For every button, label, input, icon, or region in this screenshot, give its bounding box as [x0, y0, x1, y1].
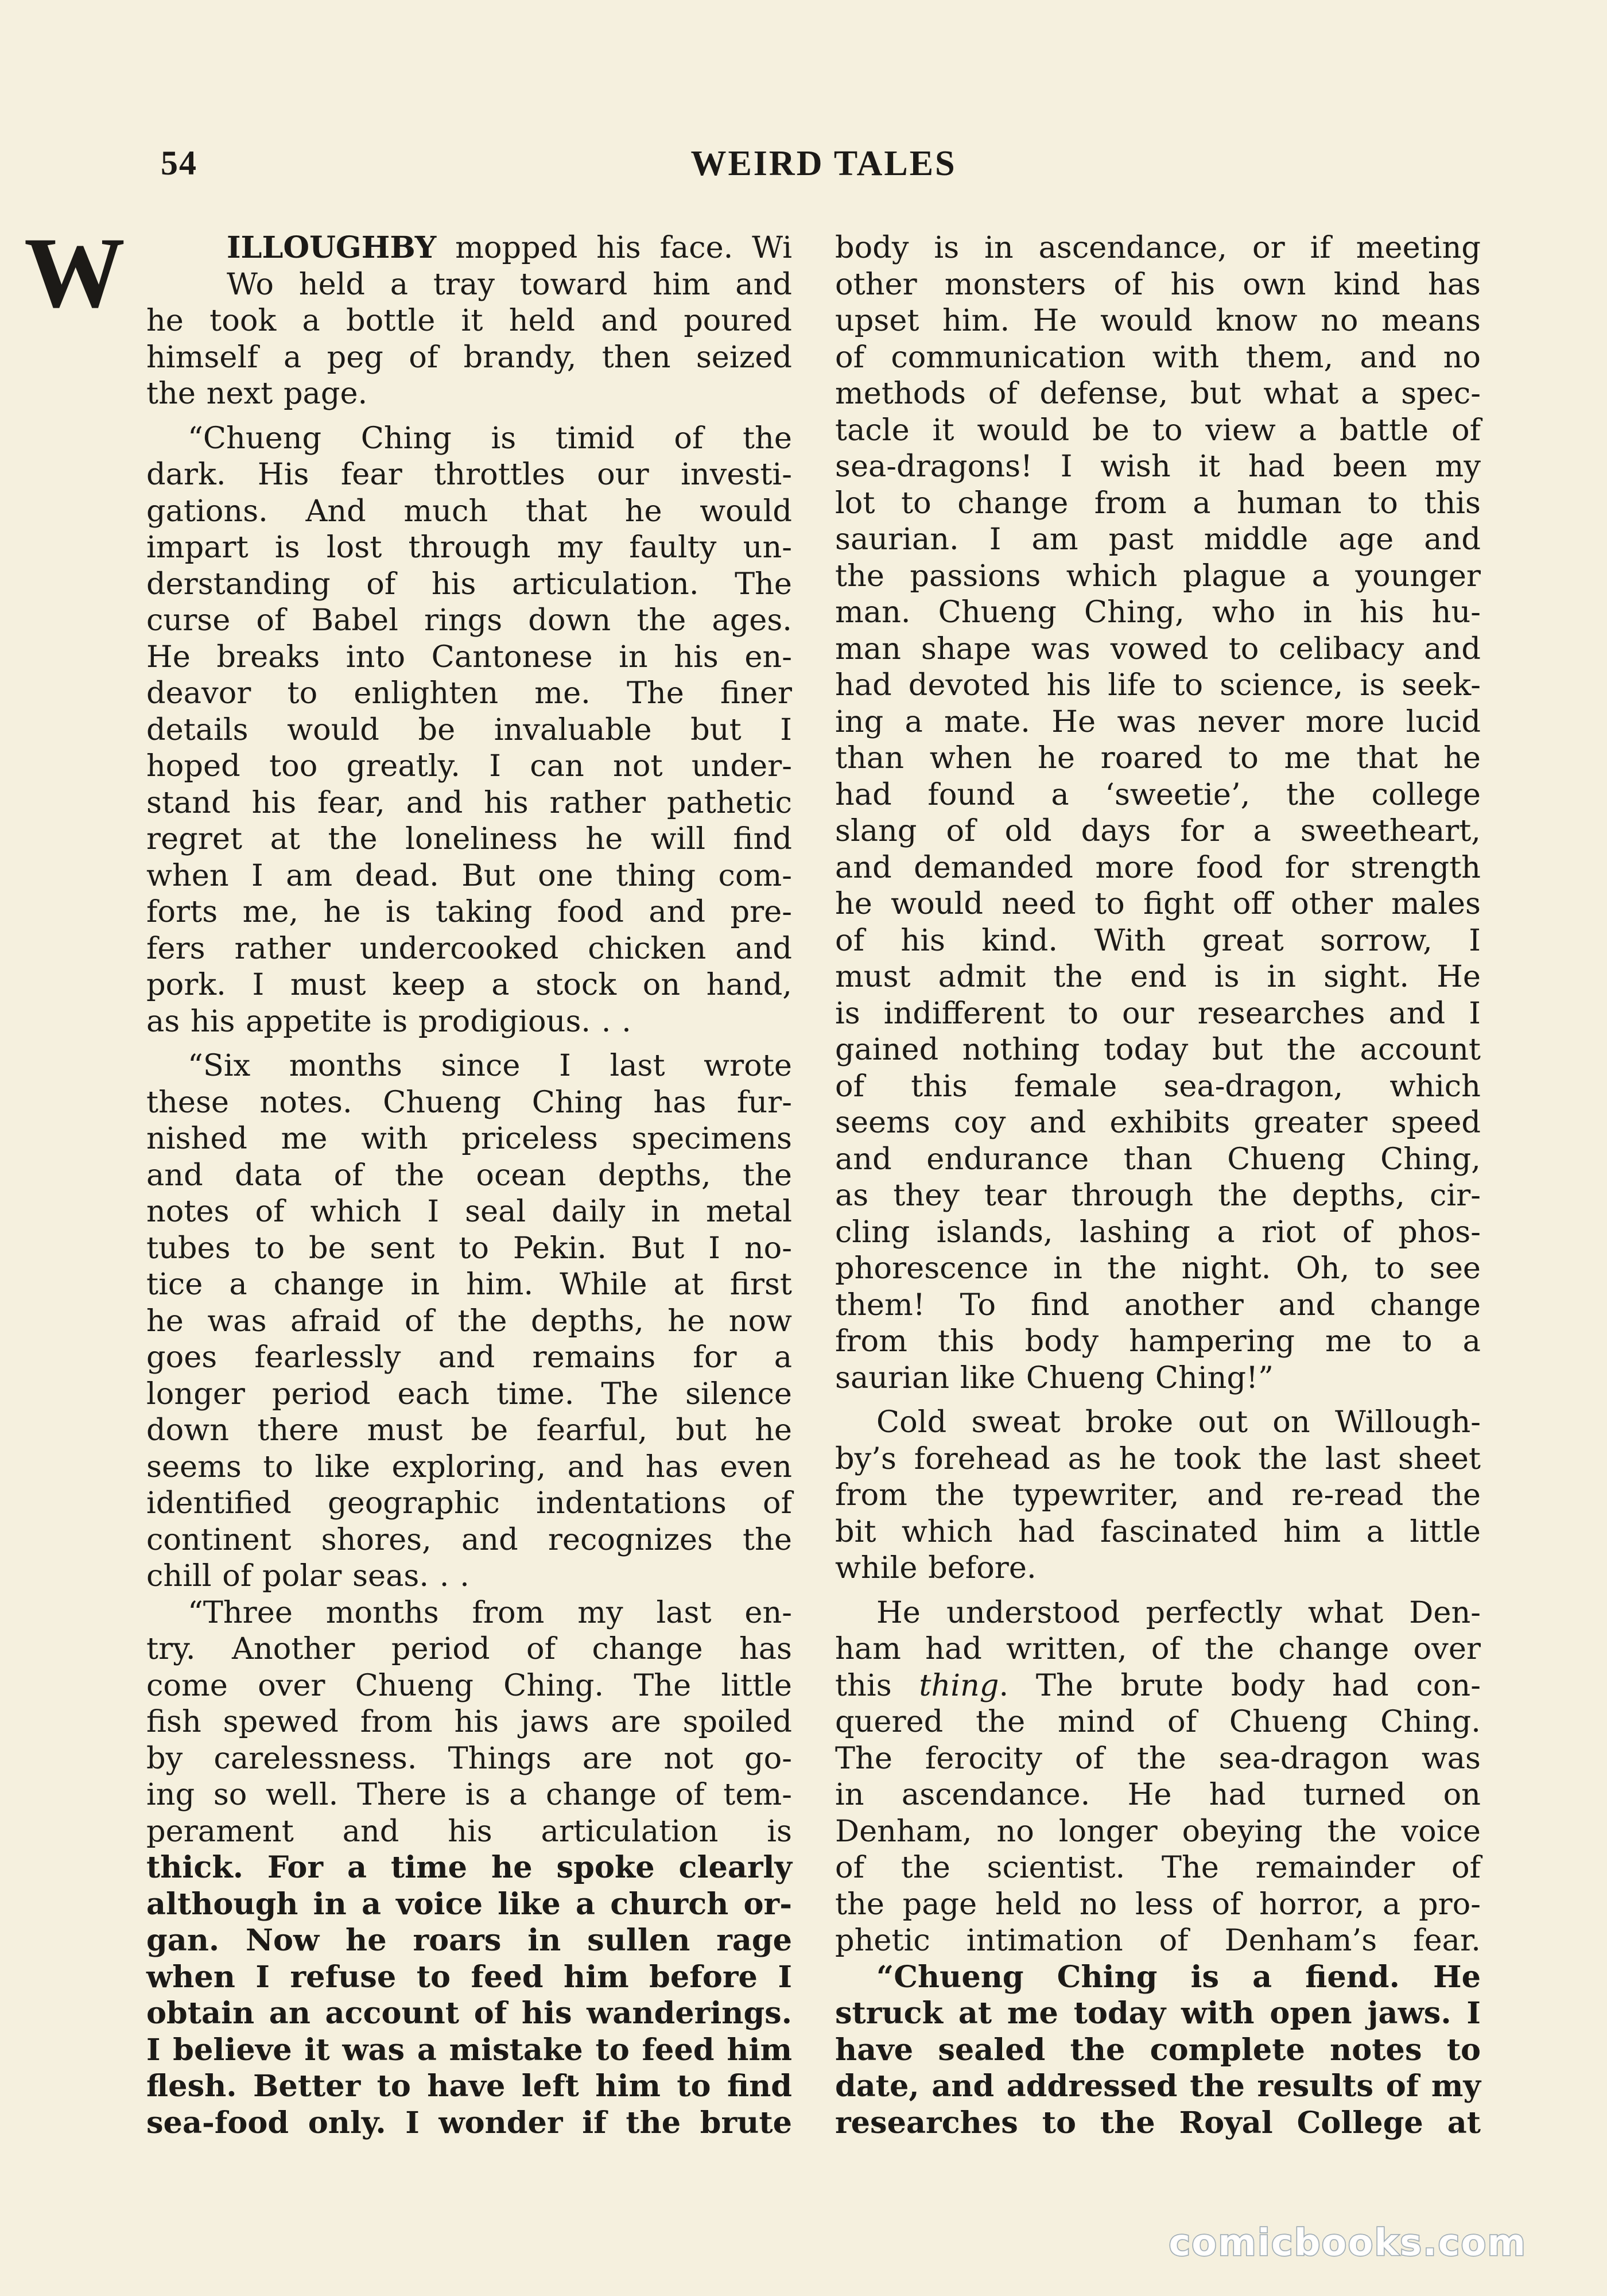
- text-line: than when he roared to me that he: [835, 740, 1481, 775]
- text-line: he was afraid of the depths, he now: [146, 1303, 792, 1339]
- text-line: bit which had fascinated him a little: [835, 1514, 1481, 1549]
- text-line: from this body hampering me to a: [835, 1324, 1481, 1359]
- text-line: pork. I must keep a stock on hand,: [146, 967, 792, 1002]
- right-text-column: [835, 230, 1481, 2141]
- text-line: dark. His fear throttles our investi-: [146, 457, 792, 492]
- text-line: seems coy and exhibits greater speed: [835, 1105, 1481, 1140]
- text-line: nished me with priceless specimens: [146, 1121, 792, 1156]
- text-line: gations. And much that he would: [146, 493, 792, 529]
- text-line: he would need to fight off other males: [835, 886, 1481, 921]
- text-line: The ferocity of the sea-dragon was: [835, 1740, 1481, 1776]
- text-line: when I refuse to feed him before I: [146, 1959, 792, 1995]
- text-line: longer period each time. The silence: [146, 1376, 792, 1411]
- text-line: seems to like exploring, and has even: [146, 1449, 792, 1484]
- text-line: phetic intimation of Denham’s fear.: [835, 1923, 1481, 1958]
- text-line: of this female sea-dragon, which: [835, 1068, 1481, 1104]
- text-line: and data of the ocean depths, the: [146, 1157, 792, 1193]
- text-line: methods of defense, but what a spec-: [835, 376, 1481, 411]
- text-line: must admit the end is in sight. He: [835, 959, 1481, 994]
- text-line: by’s forehead as he took the last sheet: [835, 1441, 1481, 1476]
- text-line: tice a change in him. While at first: [146, 1267, 792, 1302]
- text-line: sea-food only. I wonder if the brute: [146, 2105, 792, 2140]
- text-line: struck at me today with open jaws. I: [835, 1996, 1481, 2031]
- text-line: perament and his articulation is: [146, 1813, 792, 1849]
- text-line: he took a bottle it held and poured: [146, 303, 792, 338]
- text-line: in ascendance. He had turned on: [835, 1777, 1481, 1812]
- text-line: ing so well. There is a change of tem-: [146, 1777, 792, 1812]
- text-line: identified geographic indentations of: [146, 1486, 792, 1521]
- text-line: sea-dragons! I wish it had been my: [835, 449, 1481, 484]
- text-line: hoped too greatly. I can not under-: [146, 748, 792, 784]
- text-line: the next page.: [146, 376, 368, 411]
- text-line: man. Chueng Ching, who in his hu-: [835, 595, 1481, 630]
- text-line: when I am dead. But one thing com-: [146, 858, 792, 893]
- text-line: continent shores, and recognizes the: [146, 1522, 792, 1557]
- text-line: himself a peg of brandy, then seized: [146, 339, 792, 375]
- text-line: impart is lost through my faulty un-: [146, 530, 792, 565]
- text-line: ham had written, of the change over: [835, 1631, 1481, 1666]
- text-line: “Six months since I last wrote: [188, 1048, 792, 1083]
- text-line: lot to change from a human to this: [835, 485, 1481, 521]
- text-line: saurian like Chueng Ching!”: [835, 1360, 1274, 1395]
- text-line: gan. Now he roars in sullen rage: [146, 1923, 792, 1958]
- text-line: had devoted his life to science, is seek-: [835, 668, 1481, 703]
- text-line: come over Chueng Ching. The little: [146, 1667, 792, 1703]
- text-line: tacle it would be to view a battle of: [835, 412, 1481, 448]
- text-line: fish spewed from his jaws are spoiled: [146, 1704, 792, 1739]
- text-line: He breaks into Cantonese in his en-: [146, 639, 792, 674]
- text-line: deavor to enlighten me. The finer: [146, 676, 792, 711]
- text-line: body is in ascendance, or if meeting: [835, 230, 1481, 265]
- watermark: comicbooks.com: [1169, 2222, 1527, 2264]
- text-line: have sealed the complete notes to: [835, 2032, 1481, 2068]
- opening-word-small-caps: ILLOUGHBY: [227, 230, 437, 265]
- text-line: fers rather undercooked chicken and: [146, 930, 792, 966]
- text-line: curse of Babel rings down the ages.: [146, 603, 792, 638]
- text-line: chill of polar seas. . .: [146, 1558, 469, 1593]
- text-line: regret at the loneliness he will find: [146, 821, 792, 856]
- text-line: date, and addressed the results of my: [835, 2069, 1481, 2104]
- text-line: forts me, he is taking food and pre-: [146, 894, 792, 929]
- text-line: of communication with them, and no: [835, 339, 1481, 375]
- text-line: saurian. I am past middle age and: [835, 522, 1481, 557]
- text-line: other monsters of his own kind has: [835, 266, 1481, 302]
- text-line: Denham, no longer obeying the voice: [835, 1813, 1481, 1849]
- page-header: [155, 144, 1492, 195]
- text-line: had found a ‘sweetie’, the college: [835, 777, 1481, 812]
- text-line: although in a voice like a church or-: [146, 1886, 792, 1922]
- text-line: the passions which plague a younger: [835, 558, 1481, 594]
- drop-cap: W: [24, 217, 125, 329]
- text-line: details would be invaluable but I: [146, 712, 792, 747]
- text-line: “Chueng Ching is timid of the: [188, 420, 792, 456]
- text-line: by carelessness. Things are not go-: [146, 1740, 792, 1776]
- text-line: phorescence in the night. Oh, to see: [835, 1251, 1481, 1286]
- text-line: them! To find another and change: [835, 1287, 1481, 1322]
- text-line: and demanded more food for strength: [835, 850, 1481, 885]
- text-line: the page held no less of horror, a pro-: [835, 1886, 1481, 1922]
- text-line: stand his fear, and his rather pathetic: [146, 785, 792, 820]
- text-line: flesh. Better to have left him to find: [146, 2069, 792, 2104]
- text-line: obtain an account of his wanderings.: [146, 1996, 792, 2031]
- text-line: Cold sweat broke out on Willough-: [876, 1405, 1481, 1440]
- text-line: man shape was vowed to celibacy and: [835, 631, 1481, 666]
- text-line: upset him. He would know no means: [835, 303, 1481, 338]
- text-line: “Chueng Ching is a fiend. He: [876, 1959, 1481, 1995]
- text-line: while before.: [835, 1550, 1037, 1585]
- text-line: from the typewriter, and re-read the: [835, 1477, 1481, 1512]
- text-line: quered the mind of Chueng Ching.: [835, 1704, 1481, 1739]
- magazine-title: WEIRD TALES: [690, 144, 957, 183]
- text-line: He understood perfectly what Den-: [876, 1595, 1481, 1630]
- text-line: tubes to be sent to Pekin. But I no-: [146, 1230, 792, 1266]
- text-line: as his appetite is prodigious. . .: [146, 1003, 631, 1039]
- text-line: cling islands, lashing a riot of phos-: [835, 1214, 1481, 1250]
- text-line: thick. For a time he spoke clearly: [146, 1850, 792, 1885]
- text-line: derstanding of his articulation. The: [146, 566, 792, 602]
- text-line: these notes. Chueng Ching has fur-: [146, 1084, 792, 1120]
- text-line: slang of old days for a sweetheart,: [835, 813, 1481, 848]
- text-line: of the scientist. The remainder of: [835, 1850, 1481, 1885]
- text-line: researches to the Royal College at: [835, 2105, 1481, 2140]
- text-line: “Three months from my last en-: [188, 1595, 792, 1630]
- left-text-column: [146, 230, 792, 2141]
- text-line: try. Another period of change has: [146, 1631, 792, 1666]
- text-line: down there must be fearful, but he: [146, 1413, 792, 1448]
- text-line: gained nothing today but the account: [835, 1032, 1481, 1067]
- page-number: 54: [161, 144, 197, 182]
- text-line: and endurance than Chueng Ching,: [835, 1141, 1481, 1177]
- text-line: is indifferent to our researches and I: [835, 995, 1481, 1031]
- text-line: of his kind. With great sorrow, I: [835, 922, 1481, 958]
- text-line: I believe it was a mistake to feed him: [146, 2032, 792, 2068]
- text-line: ing a mate. He was never more lucid: [835, 704, 1481, 739]
- text-line: Wo held a tray toward him and: [227, 266, 792, 302]
- text-line: ILLOUGHBY mopped his face. Wi: [227, 230, 792, 265]
- text-line: this thing. The brute body had con-: [835, 1667, 1481, 1703]
- text-line: as they tear through the depths, cir-: [835, 1178, 1481, 1213]
- text-line: notes of which I seal daily in metal: [146, 1194, 792, 1229]
- text-line: goes fearlessly and remains for a: [146, 1340, 792, 1375]
